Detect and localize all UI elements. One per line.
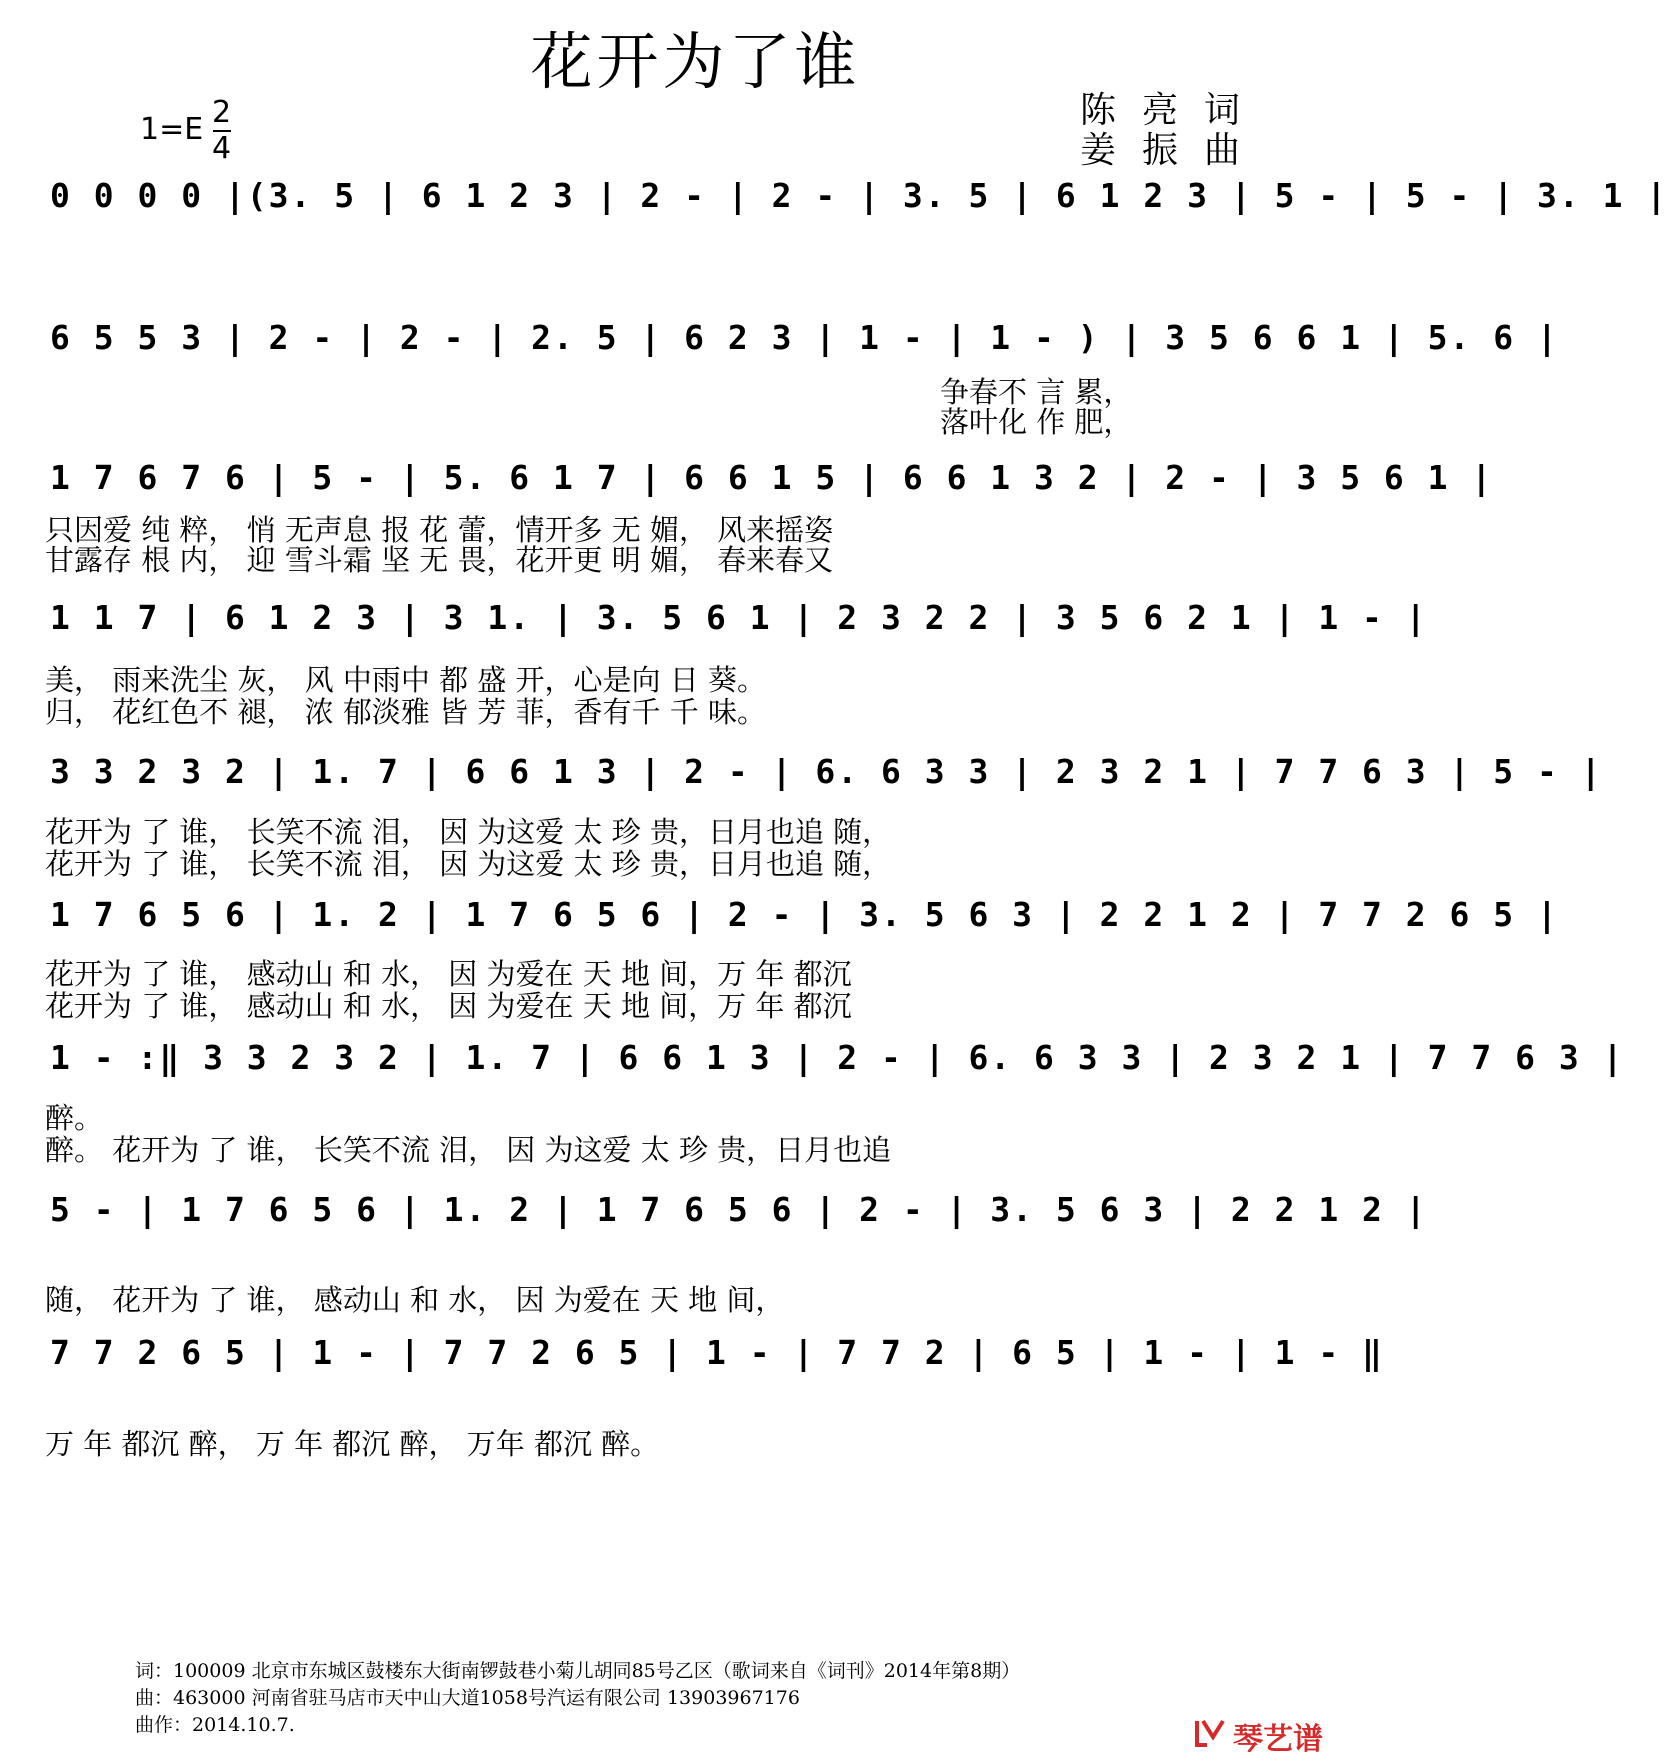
lyric-line-3b: 甘露存 根 内， 迎 雪斗霜 坚 无 畏，花开更 明 媚， 春来春又 [45,543,834,577]
key-signature: 1=E [140,112,204,147]
lyricist-credit: 陈亮词 [1080,90,1267,131]
lyric-line-6a: 花开为 了 谁， 感动山 和 水， 因 为爱在 天 地 间，万 年 都沉 [45,957,852,991]
lyric-line-2a: 争春不 言 累， [940,375,1133,409]
song-title: 花开为了谁 [530,25,861,98]
time-signature [212,96,231,166]
lyric-line-6b: 花开为 了 谁， 感动山 和 水， 因 为爱在 天 地 间，万 年 都沉 [45,989,852,1023]
lyric-line-9: 万 年 都沉 醉， 万 年 都沉 醉， 万年 都沉 醉。 [45,1427,660,1461]
score-line-4: 1 1 7 | 6 1 2 3 | 3 1. | 3. 5 6 1 | 2 3 2 2 | 3 5 6 2 1 | 1 - | [50,598,1428,637]
lyric-line-5b: 花开为 了 谁， 长笑不流 泪， 因 为这爱 太 珍 贵，日月也追 随， [45,847,892,881]
score-line-7: 1 - :‖ 3 3 2 3 2 | 1. 7 | 6 6 1 3 | 2 - | 6. 6 3 3 | 2 3 2 1 | 7 7 6 3 | [50,1038,1625,1077]
lyric-line-7b: 醉。 花开为 了 谁， 长笑不流 泪， 因 为这爱 太 珍 贵，日月也追 [45,1133,892,1167]
score-line-1: 0 0 0 0 |(3. 5 | 6 1 2 3 | 2 - | 2 - | 3. 5 | 6 1 2 3 | 5 - | 5 - | 3. 1 | [50,176,1668,215]
score-line-3: 1 7 6 7 6 | 5 - | 5. 6 1 7 | 6 6 1 5 | 6 6 1 3 2 | 2 - | 3 5 6 1 | [50,458,1494,497]
lyric-line-4a: 美， 雨来洗尘 灰， 风 中雨中 都 盛 开，心是向 日 葵。 [45,663,766,697]
time-signature-top: 2 [212,95,232,130]
lyric-line-3a: 只因爱 纯 粹， 悄 无声息 报 花 蕾，情开多 无 媚， 风来摇姿 [45,513,834,547]
site-logo [1193,1714,1363,1757]
lyric-line-2b: 落叶化 作 肥， [940,405,1133,439]
footer-lyricist-address: 词：100009 北京市东城区鼓楼东大街南锣鼓巷小菊儿胡同85号乙区（歌词来自《词刊》2014年第8期） [135,1660,1021,1682]
score-line-5: 3 3 2 3 2 | 1. 7 | 6 6 1 3 | 2 - | 6. 6 3 3 | 2 3 2 1 | 7 7 6 3 | 5 - | [50,752,1603,791]
lyric-line-5a: 花开为 了 谁， 长笑不流 泪， 因 为这爱 太 珍 贵，日月也追 随， [45,815,892,849]
composer-credit: 姜振曲 [1080,130,1267,171]
lyric-line-4b: 归， 花红色不 褪， 浓 郁淡雅 皆 芳 菲，香有千 千 味。 [45,695,766,729]
score-line-6: 1 7 6 5 6 | 1. 2 | 1 7 6 5 6 | 2 - | 3. 5 6 3 | 2 2 1 2 | 7 7 2 6 5 | [50,895,1559,934]
score-line-2: 6 5 5 3 | 2 - | 2 - | 2. 5 | 6 2 3 | 1 - | 1 - ) | 3 5 6 6 1 | 5. 6 | [50,318,1559,357]
footer-composer-address: 曲：463000 河南省驻马店市天中山大道1058号汽运有限公司 13903967176 [135,1687,800,1709]
footer-composition-date: 曲作：2014.10.7. [135,1714,295,1736]
score-line-8: 5 - | 1 7 6 5 6 | 1. 2 | 1 7 6 5 6 | 2 - | 3. 5 6 3 | 2 2 1 2 | [50,1190,1428,1229]
score-line-9: 7 7 2 6 5 | 1 - | 7 7 2 6 5 | 1 - | 7 7 2 | 6 5 | 1 - | 1 - ‖ [50,1333,1384,1372]
logo-text: 琴艺谱 [1233,1722,1323,1757]
logo-mark-icon [1193,1715,1229,1751]
lyric-line-7a: 醉。 [45,1101,104,1135]
lyric-line-8: 随， 花开为 了 谁， 感动山 和 水， 因 为爱在 天 地 间， [45,1283,785,1317]
time-signature-bottom: 4 [212,131,232,166]
